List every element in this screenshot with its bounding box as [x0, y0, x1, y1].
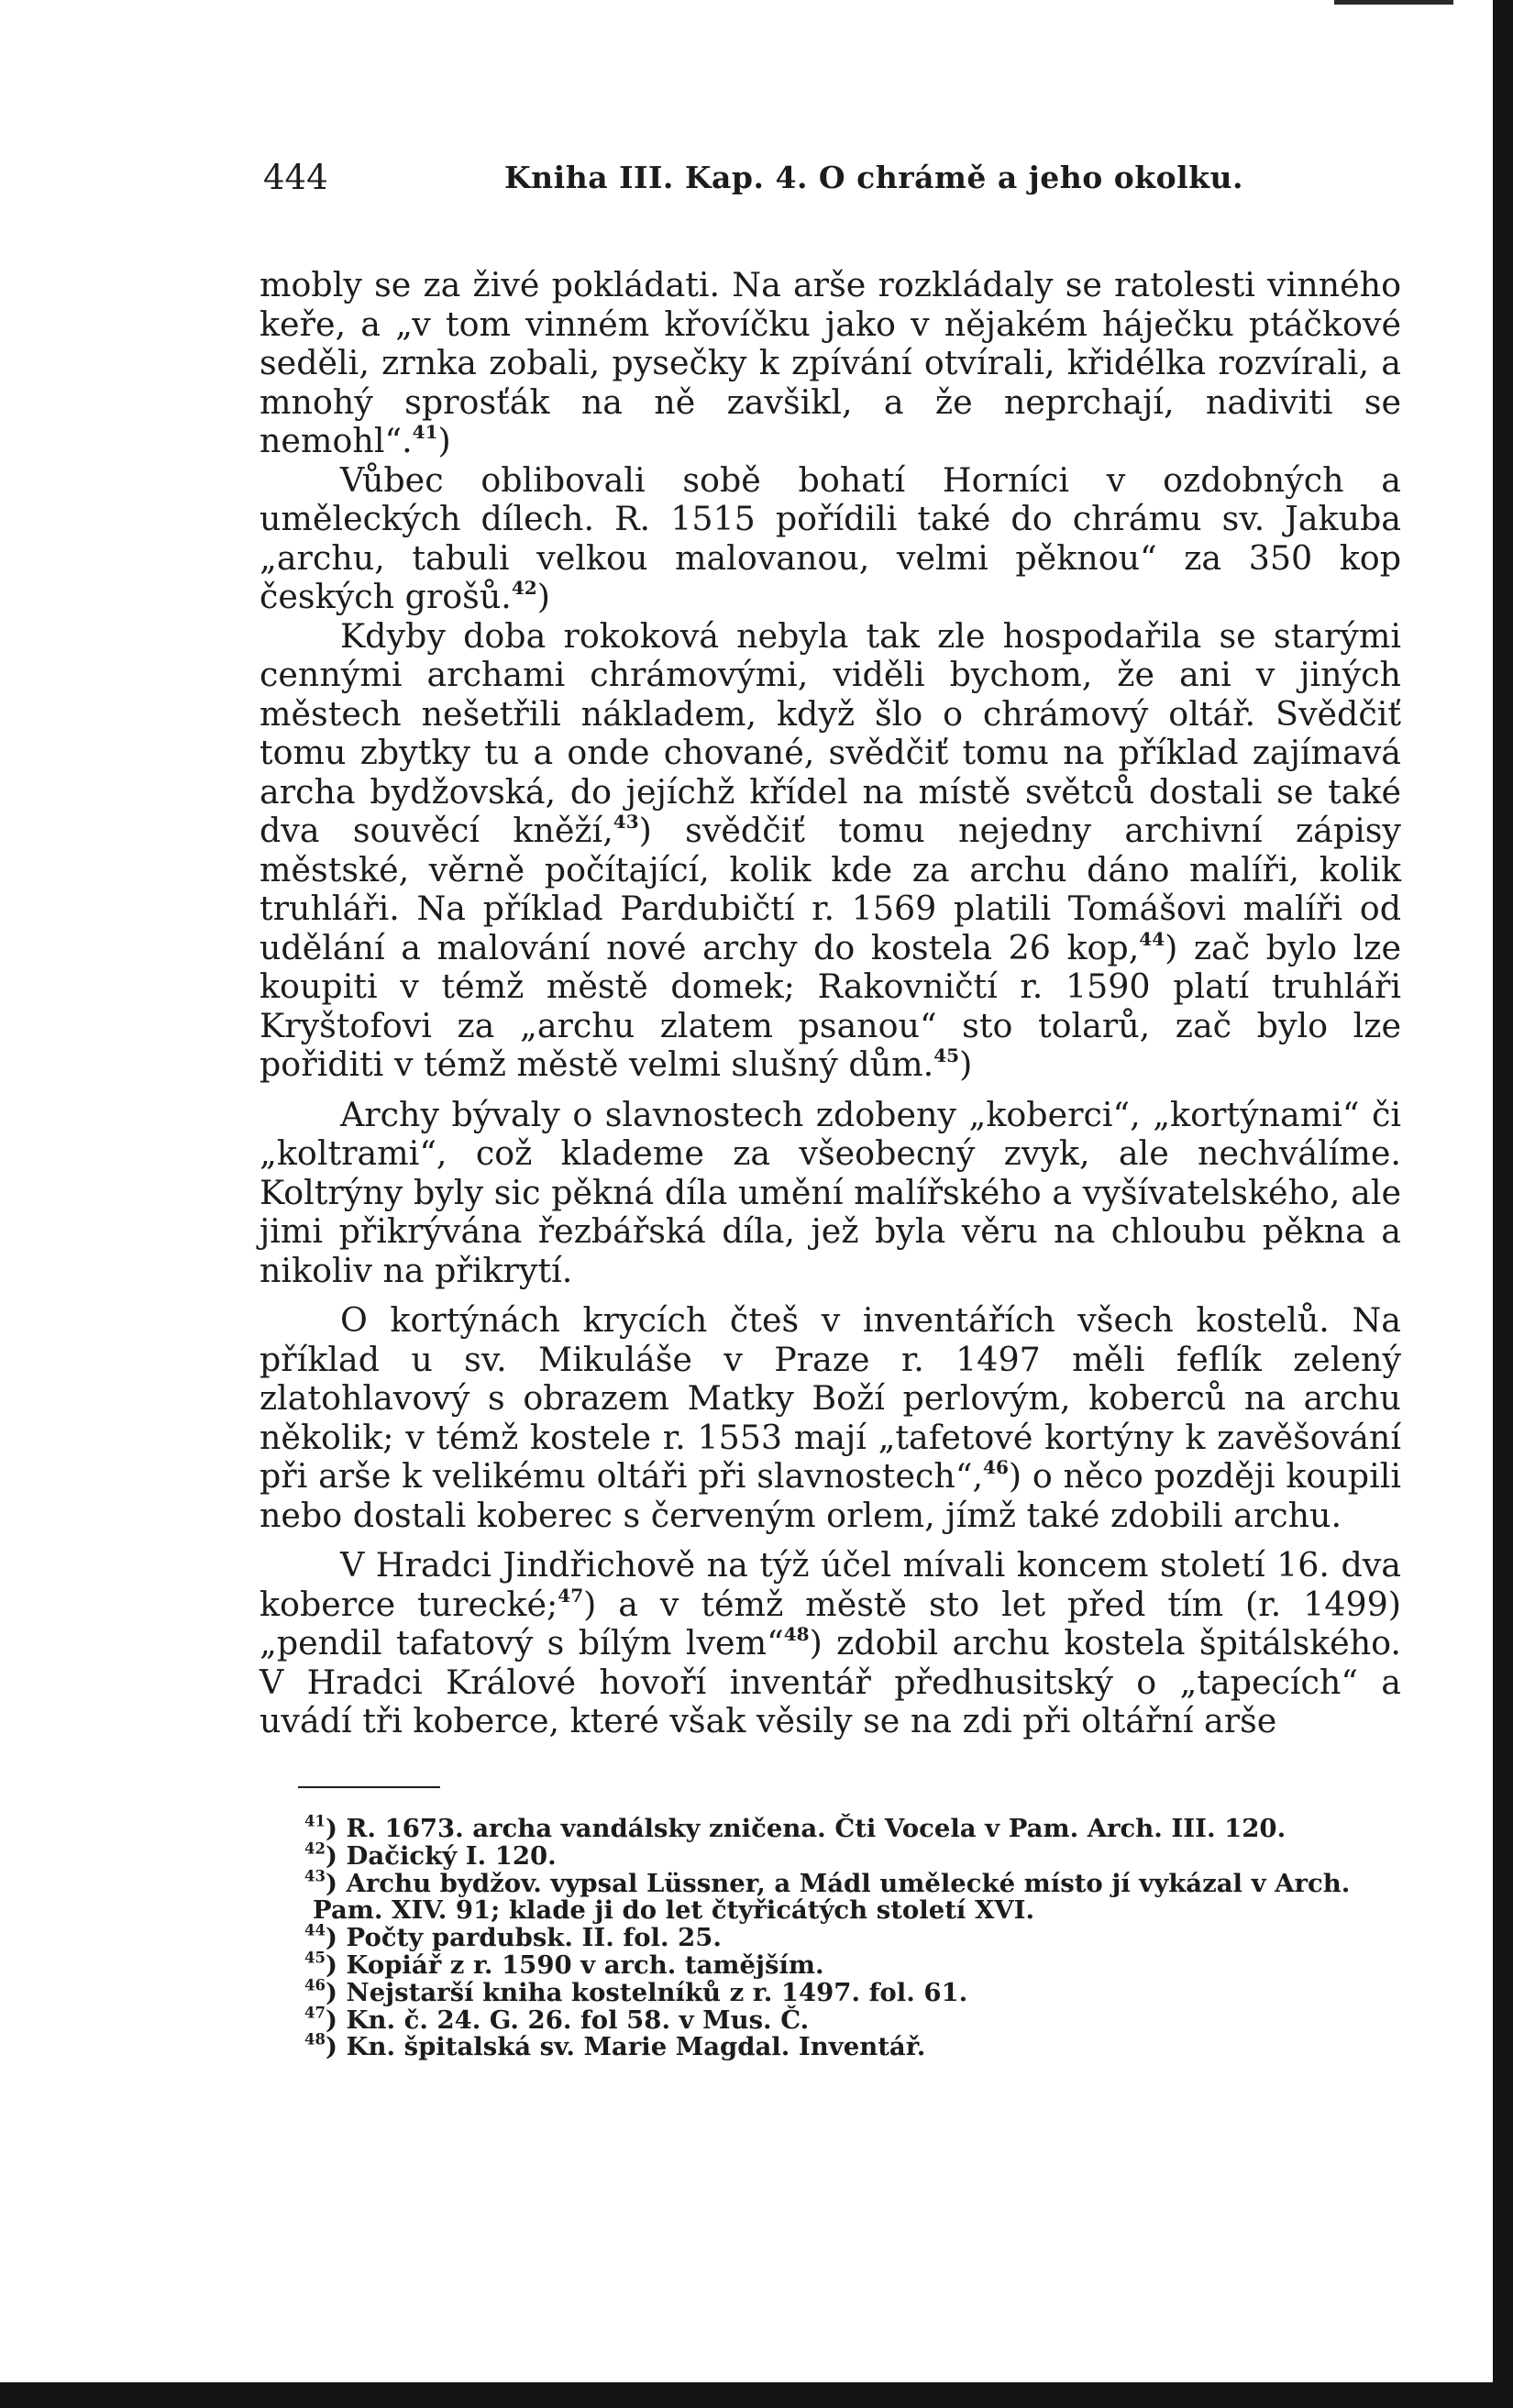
- footnote-47: $^{47}$) Kn. č. 24. G. 26. fol 58. v Mus. Č.: [304, 2004, 810, 2035]
- scan-edge-mark: [1334, 0, 1453, 5]
- footnotes: [260, 1812, 1401, 2062]
- footnote-42: $^{42}$) Dačický I. 120.: [304, 1839, 557, 1871]
- paragraph-1: mobly se za živé pokládati. Na arše rozkládaly se ratolesti vinného keře, a „v tom vinném křovíčku jako v nějakém háječku ptáčkové seděli, zrnka zobali, pysečky k zpívání otvírali, křidélka rozvírali, a mnohý sprosťák na ně zavšikl, a že neprchají, nadiviti se nemohl“.$^{41}$): [260, 265, 1401, 460]
- paragraph-6: V Hradci Jindřichově na týž účel mívali koncem století 16. dva koberce turecké;$^{47}$) a v témž městě sto let před tím (r. 1499) „pendil tafatový s bílým lvem“$^{48}$) zdobil archu kostela špitálského. V Hradci Králové hovoří inventář předhusitský o „tapecích“ a uvádí tři koberce, které však věsily se na zdi při oltářní arše: [260, 1545, 1401, 1740]
- footnote-41: $^{41}$) R. 1673. archa vandálsky zničena. Čti Vocela v Pam. Arch. III. 120.: [304, 1812, 1287, 1843]
- footnote-43: $^{43}$) Archu bydžov. vypsal Lüssner, a Mádl umělecké místo jí vykázal v Arch. Pam. XIV. 91; klade ji do let čtyřicátých století XVI.: [304, 1867, 1351, 1926]
- paragraph-4: Archy bývaly o slavnostech zdobeny „koberci“, „kortýnami“ či „koltrami“, což klademe za všeobecný zvyk, ale nechválíme. Koltrýny byly sic pěkná díla umění malířského a vyšívatelského, ale jimi přikrývána řezbářská díla, jež byla věru na chloubu pěkna a nikoliv na přikrytí.: [260, 1094, 1401, 1290]
- paragraph-5: O kortýnách krycích čteš v inventářích všech kostelů. Na příklad u sv. Mikuláše v Praze r. 1497 měli feflík zelený zlatohlavový s obrazem Matky Boží perlovým, koberců na archu několik; v témž kostele r. 1553 mají „tafetové kortýny k zavěšování při arše k velikému oltáři při slavnostech“,$^{46}$) o něco později koupili nebo dostali koberec s červeným orlem, jímž také zdobili archu.: [260, 1300, 1401, 1535]
- footnote-ref-41[interactable]: 41: [412, 421, 438, 443]
- paragraph-2: Vůbec oblibovali sobě bohatí Horníci v ozdobných a uměleckých dílech. R. 1515 pořídili také do chrámu sv. Jakuba „archu, tabuli velkou malovanou, velmi pěknou“ za 350 kop českých grošů.$^{42}$): [260, 459, 1401, 616]
- footnote-46: $^{46}$) Nejstarší kniha kostelníků z r. 1497. fol. 61.: [304, 1976, 968, 2007]
- footnote-ref-47[interactable]: 47: [558, 1584, 584, 1607]
- footnote-45: $^{45}$) Kopiář z r. 1590 v arch. tamějším.: [304, 1949, 824, 1980]
- footnote-ref-43[interactable]: 43: [613, 811, 639, 833]
- footnote-ref-46[interactable]: 46: [983, 1456, 1009, 1478]
- footnote-ref-42[interactable]: 42: [511, 577, 537, 599]
- running-head: Kniha III. Kap. 4. O chrámě a jeho okolku.: [504, 160, 1243, 195]
- page-number: 444: [263, 158, 328, 197]
- page-header: [263, 158, 1400, 204]
- footnote-44: $^{44}$) Počty pardubsk. II. fol. 25.: [304, 1921, 722, 1953]
- body-text: [260, 266, 1401, 1741]
- footnote-ref-44[interactable]: 44: [1139, 927, 1165, 950]
- footnote-48: $^{48}$) Kn. špitalská sv. Marie Magdal. Inventář.: [304, 2030, 926, 2062]
- footnote-ref-48[interactable]: 48: [783, 1623, 810, 1645]
- paragraph-3: Kdyby doba rokoková nebyla tak zle hospodařila se starými cennými archami chrámovými, viděli bychom, že ani v jiných městech nešetřili nákladem, když šlo o chrámový oltář. Svědčiť tomu zbytky tu a onde chované, svědčiť tomu na příklad zajímavá archa bydžovská, do jejíchž křídel na místě světců dostali se také dva souvěcí kněží,$^{43}$) svědčiť tomu nejedny archivní zápisy městské, věrně počítající, kolik kde za archu dáno malíři, kolik truhláři. Na příklad Pardubičtí r. 1569 platili Tomášovi malíři od udělání a malování nové archy do kostela 26 kop,$^{44}$) zač bylo lze koupiti v témž městě domek; Rakovničtí r. 1590 platí truhláři Kryštofovi za „archu zlatem psanou“ sto tolarů, zač bylo lze pořiditi v témž městě velmi slušný dům.$^{45}$): [260, 615, 1401, 1084]
- footnote-divider: [298, 1786, 440, 1788]
- footnote-ref-45[interactable]: 45: [933, 1044, 960, 1066]
